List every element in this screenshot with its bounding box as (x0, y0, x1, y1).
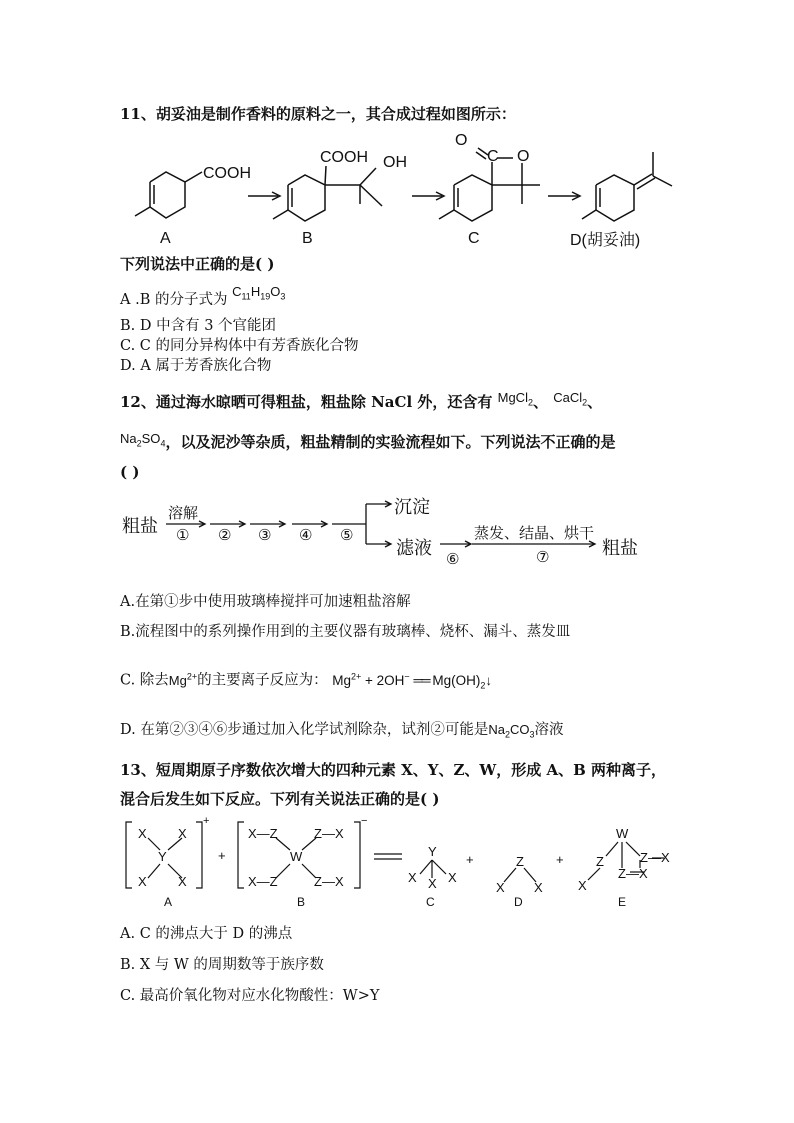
q12-stem-part1: 12、通过海水晾晒可得粗盐，粗盐除 NaCl 外，还含有 (120, 393, 493, 411)
q13-option-a: A. C 的沸点大于 D 的沸点 (120, 926, 293, 942)
q11-option-a-prefix: A .B 的分子式为 (120, 292, 228, 308)
svg-text:X: X (408, 870, 417, 885)
mol-c-o2: O (517, 148, 530, 165)
mol-a-cooh: COOH (203, 165, 251, 182)
q13-stem-line2: 混合后发生如下反应。下列有关说法正确的是( ) (120, 790, 440, 808)
svg-text:X—Z: X—Z (248, 874, 278, 889)
flow-step4: ④ (299, 527, 313, 544)
mol-b-cooh: COOH (320, 149, 368, 166)
svg-text:X: X (428, 876, 437, 891)
q11-question: 下列说法中正确的是( ) (120, 255, 275, 273)
q11-option-a-formula: $C_{11}H_{19}O_3$ (232, 284, 286, 302)
q13-label-e: E (618, 895, 627, 909)
q12-option-d-prefix: D. 在第②③④⑥步通过加入化学试剂除杂，试剂②可能是 (120, 722, 489, 738)
mol-b-oh: OH (383, 154, 407, 171)
q12-stem-line1 (120, 392, 602, 418)
svg-text:W: W (616, 826, 629, 841)
svg-text:Y: Y (158, 849, 167, 864)
svg-text:+: + (466, 852, 474, 867)
flow-precipitate: 沉淀 (394, 497, 430, 517)
flow-step7: ⑦ (536, 549, 550, 566)
q12-option-d (120, 720, 563, 745)
label-d: D(胡妥油) (570, 232, 641, 249)
mol-c-carbon: C (487, 148, 499, 165)
svg-text:+: + (556, 852, 564, 867)
q13-label-b: B (297, 895, 306, 909)
mol-c-o1: O (455, 132, 468, 149)
molecule-d (582, 152, 672, 221)
svg-text:X: X (138, 874, 147, 889)
svg-text:−: − (361, 816, 368, 827)
q12-na2so4: $Na_2SO_4$ (120, 431, 166, 449)
flow-step2: ② (218, 527, 232, 544)
q12-option-c-equation: $Mg^{2+} + 2OH^-$ ══ $Mg(OH)_2↓$ (332, 671, 493, 691)
q11-option-d: D. A 属于芳香族化合物 (120, 358, 272, 374)
q12-sep1: 、 (532, 393, 548, 411)
svg-text:X: X (448, 870, 457, 885)
flow-filtrate: 滤液 (396, 538, 432, 558)
svg-text:X: X (178, 874, 187, 889)
molecule-b (273, 166, 382, 221)
flow-step1: ① (176, 527, 190, 544)
q13-label-a: A (164, 895, 173, 909)
q12-option-d-suffix: 溶液 (534, 722, 564, 738)
flow-evaporate: 蒸发、结晶、烘干 (474, 525, 595, 542)
q12-cacl2: CaCl$_2$ (553, 390, 588, 408)
svg-text:X—Z: X—Z (248, 826, 278, 841)
q12-stem-part2: ，以及泥沙等杂质，粗盐精制的实验流程如下。下列说法不正确的是 (165, 433, 616, 451)
svg-text:Z—X: Z—X (618, 866, 648, 881)
q13-reaction-diagram (0, 816, 794, 916)
svg-text:X: X (578, 878, 587, 893)
q12-option-b: B.流程图中的系列操作用到的主要仪器有玻璃棒、烧杯、漏斗、蒸发皿 (120, 624, 571, 640)
svg-text:Y: Y (428, 844, 437, 859)
q12-sep2: 、 (587, 393, 603, 411)
q11-synthesis-diagram (0, 128, 794, 258)
flow-end: 粗盐 (602, 538, 638, 558)
svg-text:X: X (178, 826, 187, 841)
flow-start: 粗盐 (122, 516, 158, 536)
svg-text:X: X (496, 880, 505, 895)
q12-option-c-ion: $Mg^{2+}$ (168, 671, 198, 688)
q12-option-c (120, 666, 492, 695)
svg-text:+: + (218, 848, 226, 863)
flow-step5: ⑤ (340, 527, 354, 544)
label-c: C (468, 230, 480, 247)
q11-option-b: B. D 中含有 3 个官能团 (120, 318, 277, 334)
q12-stem-line2 (120, 432, 615, 458)
q12-option-d-formula: $Na_2CO_3$ (488, 722, 535, 740)
q12-option-c-prefix: C. 除去 (120, 672, 169, 689)
q11-option-c: C. C 的同分异构体中有芳香族化合物 (120, 338, 359, 354)
svg-text:+: + (203, 816, 210, 827)
q13-label-d: D (514, 895, 523, 909)
q11-option-a (120, 284, 286, 315)
q12-option-c-mid: 的主要离子反应为： (197, 672, 328, 689)
q12-mgcl2: MgCl$_2$ (497, 390, 533, 408)
label-b: B (302, 230, 313, 247)
label-a: A (160, 230, 171, 247)
svg-text:Z—X: Z—X (314, 826, 344, 841)
svg-text:Z—X: Z—X (314, 874, 344, 889)
svg-text:X: X (138, 826, 147, 841)
flow-step6: ⑥ (446, 551, 460, 568)
svg-text:Z—X: Z—X (640, 850, 670, 865)
svg-text:X: X (534, 880, 543, 895)
q13-option-b: B. X 与 W 的周期数等于族序数 (120, 957, 324, 973)
svg-text:Z: Z (516, 854, 524, 869)
q11-stem: 11、胡妥油是制作香料的原料之一，其合成过程如图所示： (120, 105, 516, 123)
q12-option-a: A.在第①步中使用玻璃棒搅拌可加速粗盐溶解 (120, 594, 411, 610)
q12-paren: ( ) (120, 463, 140, 481)
svg-text:Z: Z (596, 854, 604, 869)
flow-step3: ③ (258, 527, 272, 544)
molecule-a (135, 172, 202, 218)
q13-option-c: C. 最高价氧化物对应水化物酸性：W>Y (120, 988, 380, 1004)
svg-text:W: W (290, 849, 303, 864)
q13-stem-line1: 13、短周期原子序数依次增大的四种元素 X、Y、Z、W，形成 A、B 两种离子， (120, 761, 667, 779)
q13-label-c: C (426, 895, 435, 909)
flow-dissolve: 溶解 (168, 505, 199, 522)
